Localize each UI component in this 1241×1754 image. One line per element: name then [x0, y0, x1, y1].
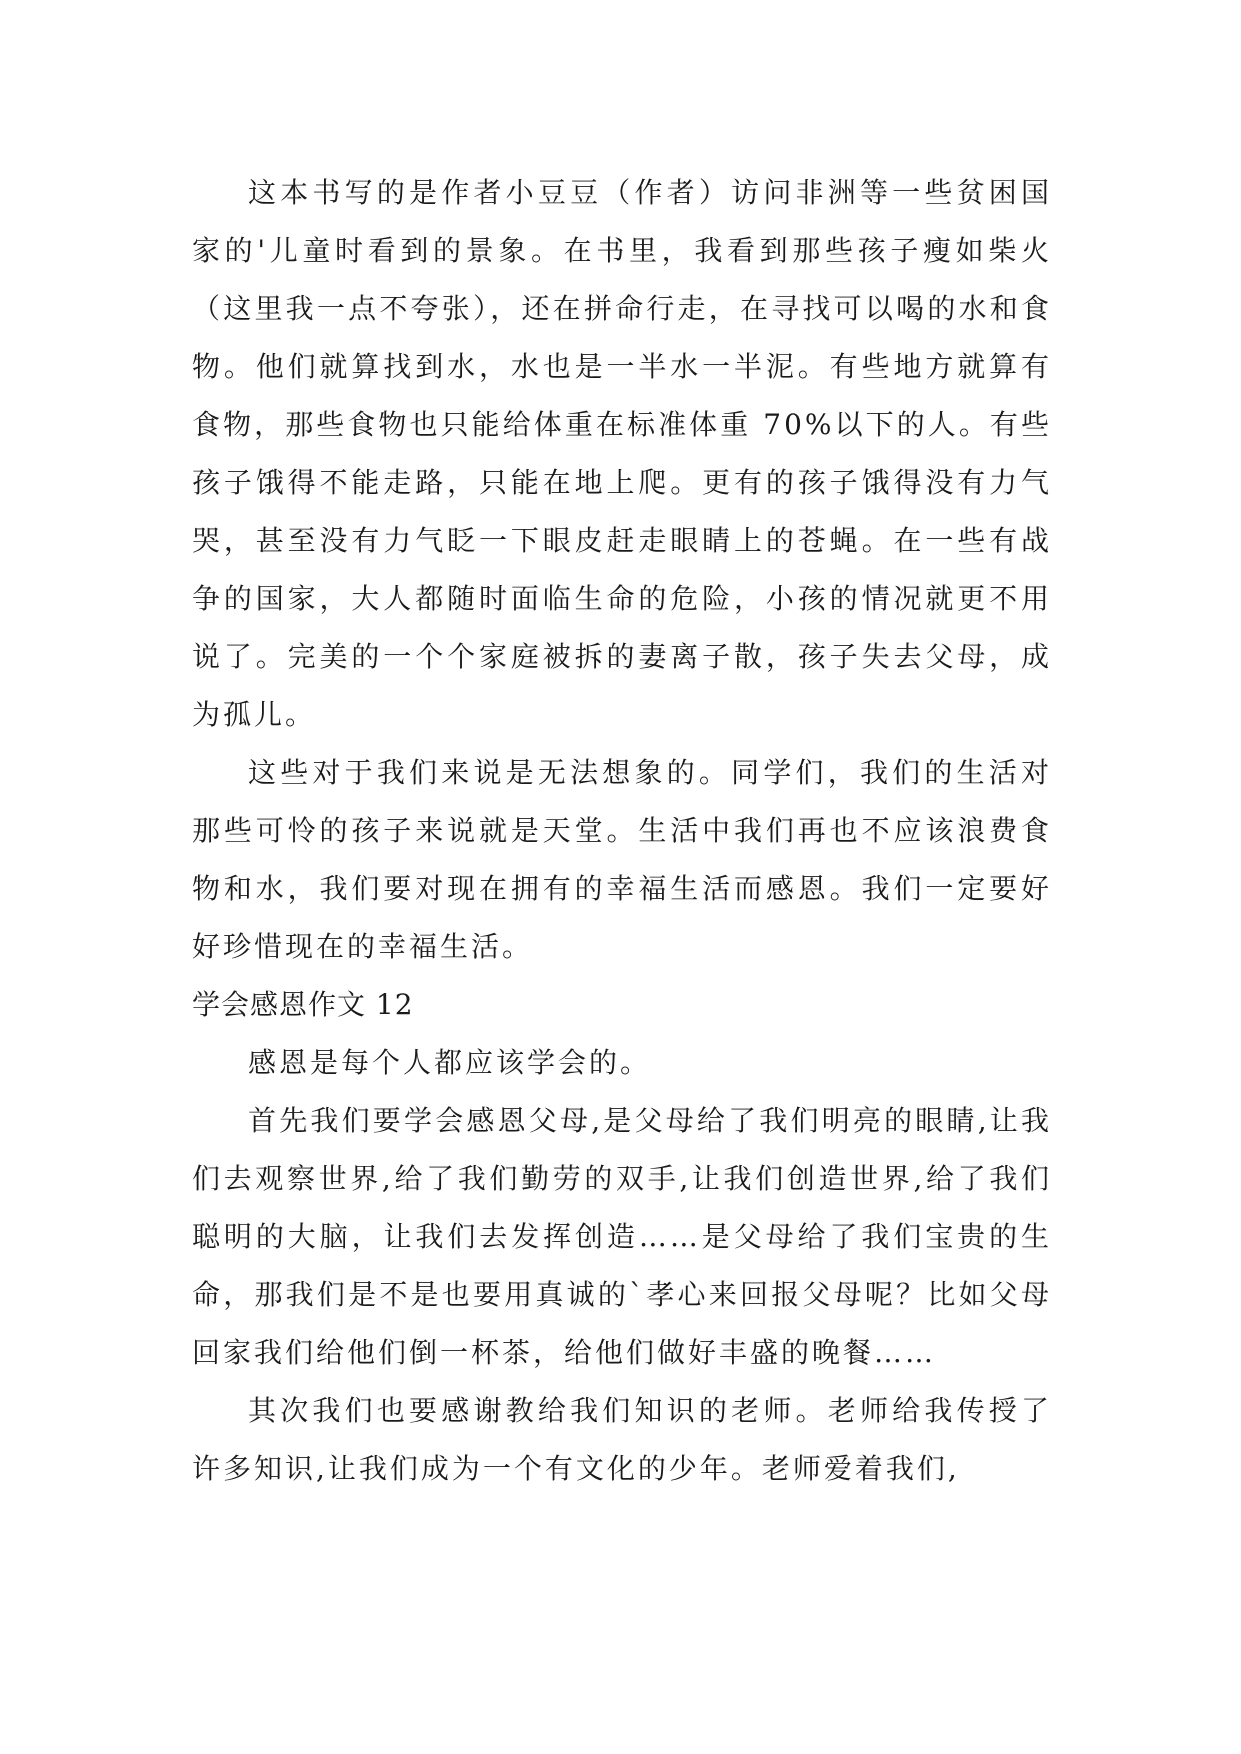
paragraph-poverty-scenes: 这本书写的是作者小豆豆（作者）访问非洲等一些贫困国家的'儿童时看到的景象。在书里，我看到那些孩子瘦如柴火（这里我一点不夸张），还在拼命行走，在寻找可以喝的水和食物。他们就算找到水，水也是一半水一半泥。有些地方就算有食物，那些食物也只能给体重在标准体重 70%以下的人。有些孩子饿得不能走路，只能在地上爬。更有的孩子饿得没有力气哭，甚至没有力气眨一下眼皮赶走眼睛上的苍蝇。在一些有战争的国家，大人都随时面临生命的危险，小孩的情况就更不用说了。完美的一个个家庭被拆的妻离子散，孩子失去父母，成为孤儿。 — [192, 176, 1052, 731]
paragraph-gratitude-intro: 感恩是每个人都应该学会的。 — [248, 1046, 652, 1079]
paragraph-thank-teachers: 其次我们也要感谢教给我们知识的老师。老师给我传授了许多知识,让我们成为一个有文化的少年。老师爱着我们, — [192, 1394, 1052, 1485]
document-body — [192, 164, 1052, 1498]
paragraph-thank-parents: 首先我们要学会感恩父母,是父母给了我们明亮的眼睛,让我们去观察世界,给了我们勤劳的双手,让我们创造世界,给了我们聪明的大脑，让我们去发挥创造……是父母给了我们宝贵的生命，那我们是不是也要用真诚的`孝心来回报父母呢？比如父母回家我们给他们倒一杯茶，给他们做好丰盛的晚餐…… — [192, 1104, 1052, 1369]
essay-heading: 学会感恩作文 12 — [192, 988, 414, 1021]
paragraph-cherish-life: 这些对于我们来说是无法想象的。同学们，我们的生活对那些可怜的孩子来说就是天堂。生活中我们再也不应该浪费食物和水，我们要对现在拥有的幸福生活而感恩。我们一定要好好珍惜现在的幸福生活。 — [192, 756, 1052, 963]
